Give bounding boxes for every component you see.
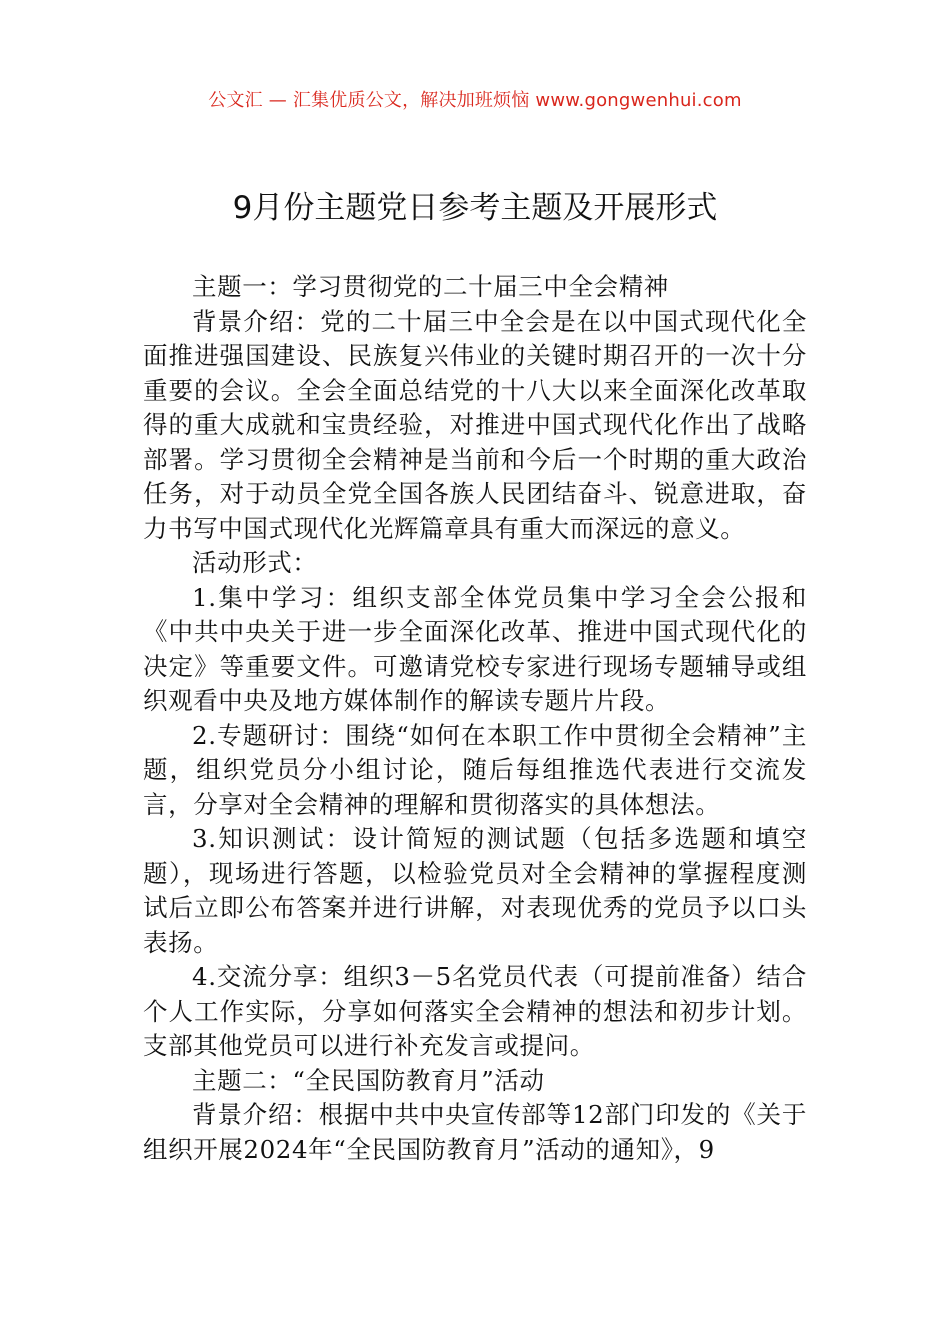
watermark-header: 公文汇 — 汇集优质公文，解决加班烦恼 www.gongwenhui.com [208,90,742,111]
activity-item-2: 2.专题研讨：围绕“如何在本职工作中贯彻全会精神”主题，组织党员分小组讨论，随后每组推选代表进行交流发言，分享对全会精神的理解和贯彻落实的具体想法。 [143,720,807,819]
topic-two-background: 背景介绍：根据中共中央宣传部等12部门印发的《关于组织开展2024年“全民国防教育月”活动的通知》，9 [143,1100,807,1164]
document-body [143,270,807,1167]
activity-item-4: 4.交流分享：组织3－5名党员代表（可提前准备）结合个人工作实际，分享如何落实全会精神的想法和初步计划。支部其他党员可以进行补充发言或提问。 [143,962,807,1060]
topic-one-background: 背景介绍：党的二十届三中全会是在以中国式现代化全面推进强国建设、民族复兴伟业的关键时期召开的一次十分重要的会议。全会全面总结党的十八大以来全面深化改革取得的重大成就和宝贵经验，对推进中国式现代化作出了战略部署。学习贯彻全会精神是当前和今后一个时期的重大政治任务，对于动员全党全国各族人民团结奋斗、锐意进取，奋力书写中国式现代化光辉篇章具有重大而深远的意义。 [143,306,807,543]
topic-two-heading: 主题二：“全民国防教育月”活动 [192,1065,545,1095]
topic-one-heading: 主题一：学习贯彻党的二十届三中全会精神 [192,272,669,301]
activity-item-3: 3.知识测试：设计简短的测试题（包括多选题和填空题），现场进行答题，以检验党员对全会精神的掌握程度测试后立即公布答案并进行讲解，对表现优秀的党员予以口头表扬。 [143,824,807,957]
activity-item-1: 1.集中学习：组织支部全体党员集中学习全会公报和《中共中央关于进一步全面深化改革、推进中国式现代化的决定》等重要文件。可邀请党校专家进行现场专题辅导或组织观看中央及地方媒体制作的解读专题片片段。 [143,582,807,715]
activity-form-label: 活动形式： [192,548,318,577]
document-title: 9月份主题党日参考主题及开展形式 [232,190,718,226]
